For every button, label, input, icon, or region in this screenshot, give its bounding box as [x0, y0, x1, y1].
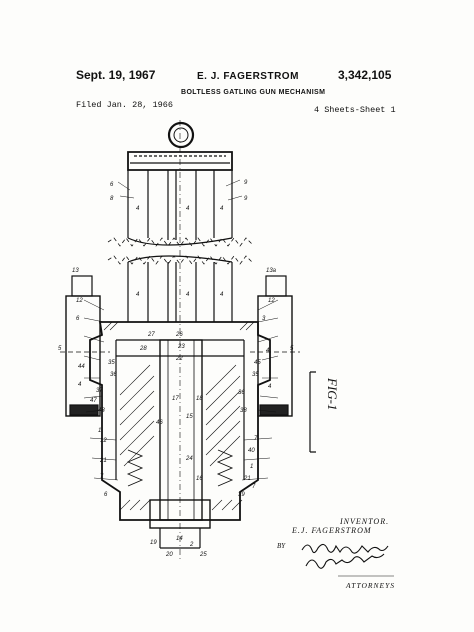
ref-left-10: 1: [98, 428, 102, 434]
ref-center-1: 27: [148, 332, 155, 338]
ref-left-16: 6: [104, 492, 108, 498]
inventor-name: E.J. FAGERSTROM: [292, 526, 372, 535]
ref-center-12: 19: [150, 540, 157, 546]
ref-barrel-3: 4: [220, 206, 224, 212]
ref-left-7: 36: [110, 372, 117, 378]
ref-left-2: 12: [76, 298, 83, 304]
by-label: BY: [277, 542, 286, 550]
inventor-label: INVENTOR.: [340, 517, 390, 526]
ref-right-1: 13a: [266, 268, 277, 274]
ref-barrel-2: 4: [186, 206, 190, 212]
ref-top-left-1: 6: [110, 182, 114, 188]
ref-left-15: 7: [100, 474, 104, 480]
ref-top-right-2: 9: [244, 196, 248, 202]
patent-date: Sept. 19, 1967: [76, 68, 156, 82]
figure-label-graphic: [306, 368, 346, 458]
ref-right-12: 40: [248, 448, 255, 454]
ref-center-15: 2: [190, 542, 194, 548]
ref-left-13: 12: [100, 438, 107, 444]
ref-right-10: 38: [240, 408, 247, 414]
inventor-header: E. J. FAGERSTROM: [197, 71, 299, 82]
ref-center-4: 28: [140, 346, 147, 352]
patent-title: BOLTLESS GATLING GUN MECHANISM: [181, 89, 326, 96]
ref-barrel-1: 4: [136, 206, 140, 212]
ref-left-8: 37: [96, 388, 103, 394]
ref-center-5: 22: [176, 356, 183, 362]
ref-right-4: 5: [290, 346, 294, 352]
ref-center-11: 16: [196, 476, 203, 482]
sheet-count: 4 Sheets-Sheet 1: [314, 105, 396, 115]
ref-right-14: 21: [244, 476, 251, 482]
ref-left-3: 6: [76, 316, 80, 322]
ref-center-8: 15: [186, 414, 193, 420]
ref-right-16: 39: [238, 492, 245, 498]
ref-right-7: 35: [252, 372, 259, 378]
ref-top-left-2: 8: [110, 196, 114, 202]
figure-label: FIG-1: [325, 378, 340, 411]
ref-right-6: 45: [254, 360, 261, 366]
ref-center-7: 18: [196, 396, 203, 402]
ref-right-3: 3: [262, 316, 266, 322]
ref-center-10: 24: [186, 456, 193, 462]
ref-left-5: 44: [78, 364, 85, 370]
ref-barrel-6: 4: [220, 292, 224, 298]
ref-top-right-1: 9: [244, 180, 248, 186]
ref-center-13: 20: [166, 552, 173, 558]
ref-right-11: 7: [254, 436, 258, 442]
ref-right-2: 12: [268, 298, 275, 304]
ref-left-6: 35: [108, 360, 115, 366]
ref-left-1: 13: [72, 268, 79, 274]
attorneys-label: ATTORNEYS: [346, 581, 396, 590]
ref-center-16: 25: [200, 552, 207, 558]
ref-left-11: 47: [90, 398, 97, 404]
ref-barrel-5: 4: [186, 292, 190, 298]
ref-right-5: 4: [266, 348, 270, 354]
ref-center-9: 46: [156, 420, 163, 426]
patent-number: 3,342,105: [338, 68, 392, 82]
ref-left-12: 48: [98, 408, 105, 414]
ref-right-9: 36: [238, 390, 245, 396]
ref-barrel-4: 4: [136, 292, 140, 298]
ref-center-3: 23: [178, 344, 185, 350]
ref-right-13: 1: [250, 464, 254, 470]
attorney-signature: [298, 536, 398, 580]
ref-center-14: 14: [176, 536, 183, 542]
ref-left-14: 21: [100, 458, 107, 464]
ref-right-8: 4: [268, 384, 272, 390]
ref-left-9: 4: [78, 382, 82, 388]
ref-center-6: 17: [172, 396, 179, 402]
ref-left-4: 5: [58, 346, 62, 352]
ref-right-15: 7: [252, 484, 256, 490]
ref-center-2: 26: [176, 332, 183, 338]
filed-date: Filed Jan. 28, 1966: [76, 100, 173, 110]
